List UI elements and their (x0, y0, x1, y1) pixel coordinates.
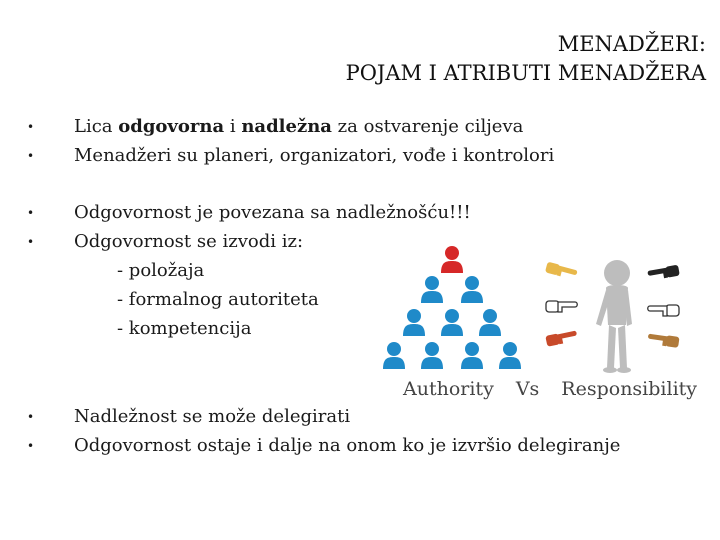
bullet-item (0, 432, 700, 460)
bullet-text: Menadžeri su planeri, organizatori, vođe i kontrolori (74, 145, 555, 166)
bullet-text: Odgovornost se izvodi iz: (74, 231, 304, 252)
title-line-1: MENADŽERI: (557, 32, 706, 56)
person-icon (461, 342, 483, 369)
person-icon (461, 276, 483, 303)
people-icons (383, 276, 521, 369)
bullet-dot: • (27, 410, 35, 424)
pointing-hand-icon (545, 262, 578, 281)
caption-vs: Vs (515, 378, 540, 400)
bullet-dot: • (27, 439, 35, 453)
pointing-hand-icon (545, 330, 578, 347)
person-icon (499, 342, 521, 369)
bullet-text: Lica odgovorna i nadležna za ostvarenje ciljeva (74, 116, 524, 137)
person-icon (421, 276, 443, 303)
bullet-dot: • (27, 120, 35, 134)
pointing-hand-icon (648, 305, 679, 316)
person-icon (479, 309, 501, 336)
person-icon (441, 246, 463, 273)
sub-item: - kompetencija (117, 318, 252, 339)
person-icon (441, 246, 463, 273)
bullet-dot: • (27, 235, 35, 249)
pointing-hand-icon (647, 265, 680, 281)
caption-authority: Authority (403, 378, 494, 400)
title-line-2: POJAM I ATRIBUTI MENADŽERA (345, 61, 706, 85)
bullet-dot: • (27, 149, 35, 163)
pointing-hand-icon (647, 333, 679, 348)
bullet-dot: • (27, 206, 35, 220)
person-icon (421, 342, 443, 369)
bullet-item (0, 113, 700, 141)
caption-responsibility: Responsibility (561, 378, 698, 400)
person-icon (403, 309, 425, 336)
sub-item: - položaja (117, 260, 205, 281)
sub-item: - formalnog autoriteta (117, 289, 319, 310)
people-pyramid (383, 246, 521, 369)
person-icon (441, 309, 463, 336)
bullet-item (0, 199, 700, 227)
illustration-caption (403, 377, 697, 401)
slide-title (346, 30, 706, 88)
bullet-text: Odgovornost ostaje i dalje na onom ko je izvršio delegiranje (74, 435, 621, 456)
bullet-text: Nadležnost se može delegirati (74, 406, 351, 427)
bullet-item (0, 142, 700, 170)
bullet-item (0, 403, 700, 431)
pointing-hand-icon (546, 301, 577, 312)
sad-figure-icon (596, 260, 632, 373)
bullet-text: Odgovornost je povezana sa nadležnošću!!! (74, 202, 471, 223)
person-icon (383, 342, 405, 369)
